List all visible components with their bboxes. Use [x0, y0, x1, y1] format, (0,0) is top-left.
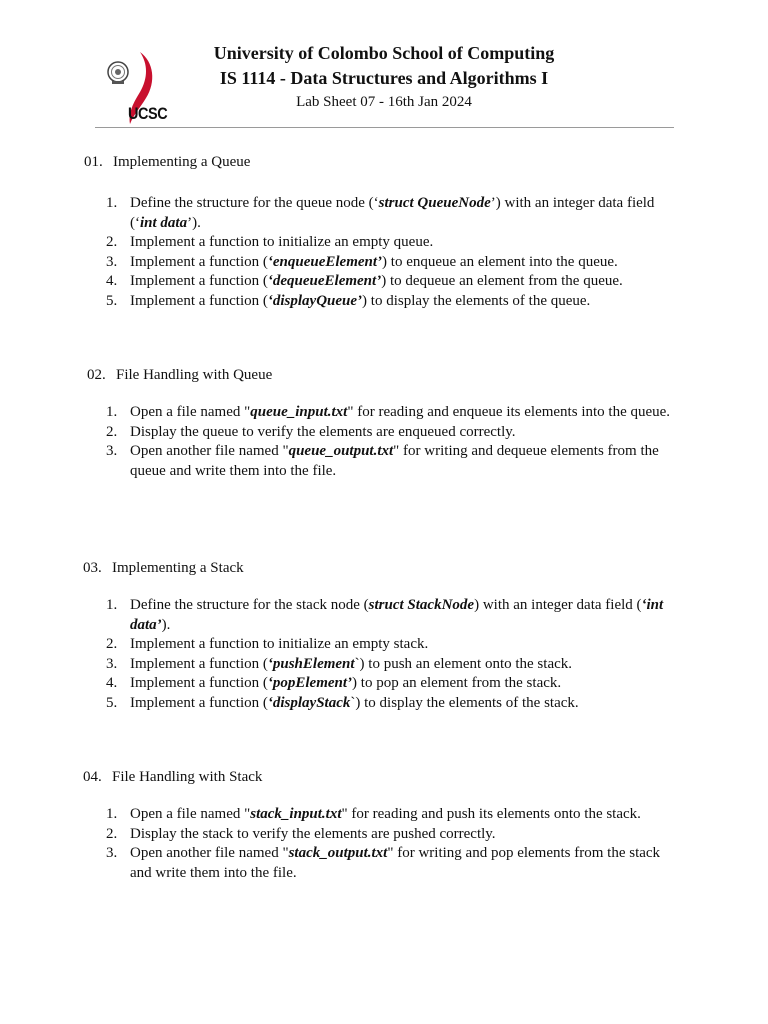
task-item: [0, 233, 678, 253]
code-term: queue_output.txt: [288, 443, 394, 459]
task-text: `) to display the elements of the stack.: [350, 694, 579, 711]
task-item: [0, 442, 678, 481]
task-item: [0, 596, 678, 635]
task-text: Implement a function to initialize an empty stack.: [130, 636, 429, 652]
task-text: ) to display the elements of the queue.: [362, 292, 591, 309]
task-number: 2.: [106, 825, 118, 842]
task-number: 1.: [106, 404, 118, 420]
task-item: [0, 635, 678, 655]
task-text: " for writing and dequeue elements from the queue and write them into the file.: [130, 443, 659, 479]
section-title-text: File Handling with Queue: [116, 367, 273, 383]
section-number: 01.: [84, 154, 103, 170]
task-number: 5.: [106, 694, 118, 711]
task-number: 3.: [106, 253, 118, 270]
task-number: 3.: [106, 845, 118, 861]
section-number: 02.: [87, 367, 106, 383]
task-text: " for reading and enqueue its elements into the queue.: [347, 404, 671, 420]
header-divider: [95, 127, 674, 128]
task-text: Display the queue to verify the elements are enqueued correctly.: [130, 423, 516, 440]
code-term: ‘displayQueue’: [267, 292, 363, 309]
task-text: ’).: [187, 214, 201, 231]
task-text: ) to dequeue an element from the queue.: [381, 273, 623, 289]
task-text: Implement a function to initialize an empty queue.: [130, 234, 434, 250]
task-text: Implement a function (: [130, 273, 268, 289]
task-item: [0, 844, 678, 883]
task-number: 2.: [106, 234, 118, 250]
code-term: stack_output.txt: [288, 845, 388, 861]
task-number: 4.: [106, 273, 118, 289]
task-text: Define the structure for the stack node (: [130, 597, 369, 613]
task-text: Implement a function (: [130, 694, 268, 711]
task-number: 2.: [106, 423, 118, 440]
task-text: ) to enqueue an element into the queue.: [382, 253, 618, 270]
task-text: " for reading and push its elements onto the stack.: [341, 806, 641, 822]
task-text: ) with an integer data field (: [474, 597, 642, 613]
task-text: ).: [161, 616, 171, 633]
task-text: ) to pop an element from the stack.: [352, 675, 562, 691]
section-title: [83, 767, 262, 787]
code-term: int data: [140, 214, 188, 231]
task-text: Implement a function (: [130, 253, 268, 270]
task-text: ’) with an integer data field (‘: [130, 195, 655, 231]
task-number: 1.: [106, 195, 118, 211]
section-number: 03.: [83, 560, 102, 576]
task-item: [0, 655, 678, 675]
task-item: [0, 403, 678, 423]
task-item: [0, 694, 678, 714]
code-term: ‘displayStack: [267, 694, 351, 711]
lab-sheet-info: Lab Sheet 07 - 16th Jan 2024: [296, 94, 472, 110]
task-list: [0, 194, 678, 311]
section-title: [87, 365, 272, 385]
task-item: [0, 805, 678, 825]
code-term: queue_input.txt: [250, 404, 348, 420]
task-number: 3.: [106, 655, 118, 672]
task-item: [0, 272, 678, 292]
task-text: Implement a function (: [130, 655, 268, 672]
task-text: `) to push an element onto the stack.: [354, 655, 573, 672]
code-term: struct QueueNode: [378, 195, 491, 211]
section-title-text: Implementing a Queue: [113, 154, 251, 170]
task-list: [0, 403, 678, 481]
section-title-text: Implementing a Stack: [112, 560, 244, 576]
task-list: [0, 805, 678, 883]
code-term: ‘pushElement: [267, 655, 355, 672]
task-number: 3.: [106, 443, 118, 459]
document-header: [0, 41, 768, 113]
section-number: 04.: [83, 769, 102, 785]
task-item: [0, 194, 678, 233]
task-text: Open a file named ": [130, 806, 251, 822]
task-text: Implement a function (: [130, 675, 268, 691]
task-text: Display the stack to verify the elements are pushed correctly.: [130, 825, 496, 842]
task-item: [0, 825, 678, 845]
task-number: 5.: [106, 292, 118, 309]
code-term: ‘enqueueElement’: [267, 253, 383, 270]
code-term: ‘dequeueElement’: [267, 273, 382, 289]
task-number: 1.: [106, 597, 118, 613]
code-term: ‘int data’: [130, 597, 664, 633]
section-title-text: File Handling with Stack: [112, 769, 263, 785]
task-item: [0, 423, 678, 443]
task-text: Open another file named ": [130, 443, 289, 459]
task-number: 1.: [106, 806, 118, 822]
task-number: 4.: [106, 675, 118, 691]
task-item: [0, 292, 678, 312]
task-number: 2.: [106, 636, 118, 652]
code-term: stack_input.txt: [250, 806, 342, 822]
section-title: [84, 152, 250, 172]
code-term: ‘popElement’: [267, 675, 353, 691]
task-text: Open a file named ": [130, 404, 251, 420]
course-title: IS 1114 - Data Structures and Algorithms I: [219, 68, 549, 88]
task-text: Implement a function (: [130, 292, 268, 309]
task-item: [0, 674, 678, 694]
code-term: struct StackNode: [368, 597, 475, 613]
task-item: [0, 253, 678, 273]
task-text: Open another file named ": [130, 845, 289, 861]
task-list: [0, 596, 678, 713]
task-text: " for writing and pop elements from the stack and write them into the file.: [130, 845, 661, 881]
section-title: [83, 558, 244, 578]
logo-wordmark: UCSC: [128, 104, 168, 123]
task-text: Define the structure for the queue node (‘: [130, 195, 379, 211]
university-name: University of Colombo School of Computing: [213, 43, 555, 63]
